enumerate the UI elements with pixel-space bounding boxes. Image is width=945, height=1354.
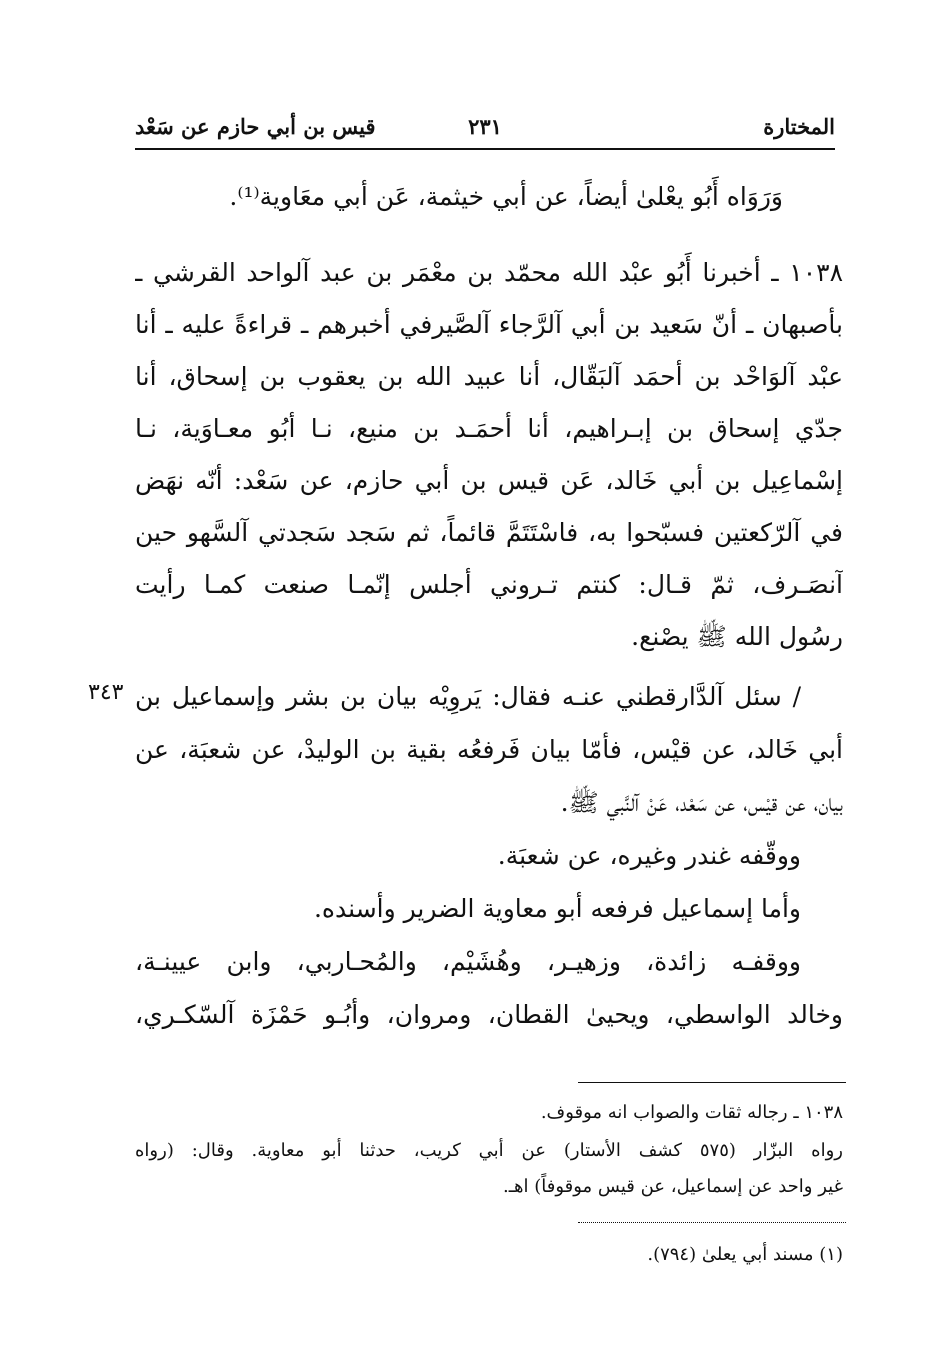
text-line: عبْد آلوَاحْد بن أحمَد آلبَقّال، أنا عبيد الله بن يعقوب بن إسحاق، أنا [135, 362, 843, 391]
text-line: بأصبهان ـ أنّ سَعيد بن أبي آلرَّجاء آلصَّيرفي أخبرهم ـ قراءةً عليه ـ أنا [135, 310, 843, 339]
text-line: بيان، عن قيْس، عن سَعْد، عَنْ آلنَّبي ﷺ. [560, 788, 843, 817]
text-line: ووقفـه زائدة، وزهيـر، وهُشَيْم، والمُحـاربي، وابن عيينـة، [135, 947, 801, 976]
footnote-line: (١) مسند أبي يعلىٰ (٧٩٤). [647, 1244, 843, 1265]
text-line: إسْماعِيل بن أبي خَالد، عَن قيس بن أبي حازم، عن سَعْد: أنّه نهَض [135, 466, 843, 495]
text-line: / سئل آلدَّارقطني عنـه فقال: يَروِيْه بيان بن بشر وإسماعيل بن [135, 682, 801, 711]
footnote-separator [578, 1222, 846, 1223]
footnote-line: غير واحد عن إسماعيل، عن قيس موقوفاً) اهـ. [503, 1176, 843, 1197]
text-line: رسُول الله ﷺ يصْنع. [631, 622, 843, 651]
footnote-rule [578, 1082, 846, 1083]
text-line: وَرَوَاه أَبُو يعْلىٰ أيضاً، عن أبي خيثمة، عَن أبي معَاوية⁽¹⁾. [229, 182, 783, 211]
text-line: جدّي إسحاق بن إبـراهيم، أنا أحمَـد بن منيع، نـا أبُو معـاوَية، نـا [135, 414, 843, 443]
text-line: أبي خَالد، عن قيْس، فأمّا بيان فَرفعُه بقية بن الوليدْ، عن شعبَة، عن [135, 735, 843, 764]
text-line: وخالد الواسطي، ويحيىٰ القطان، ومروان، وأبُـو حَمْزَة آلسّكـري، [135, 1000, 843, 1029]
chapter-title: قيس بن أبي حازم عن سَعْد [135, 114, 376, 139]
footnote-line: رواه البزّار (٥٧٥ كشف الأستار) عن أبي كريب، حدثنا أبو معاوية. وقال: (رواه [135, 1140, 843, 1161]
text-line: آنصَـرف، ثمّ قـال: كنتم تـروني أجلس إنّمـا صنعت كمـا رأيت [135, 570, 843, 599]
page-number: ٢٣١ [468, 114, 502, 139]
text-line: في آلرّكعتين فسبّحوا به، فاسْتَتَمَّ قائماً، ثم سَجد سَجدتي آلسَّهو حين [135, 518, 843, 547]
book-title: المختارة [763, 114, 835, 139]
text-line: ووقّفه غندر وغيره، عن شعبَة. [497, 841, 801, 870]
text-line: وأما إسماعيل فرفعه أبو معاوية الضرير وأسنده. [313, 894, 801, 923]
footnote-line: ١٠٣٨ ـ رجاله ثقات والصواب انه موقوف. [540, 1102, 843, 1123]
running-head [135, 108, 835, 150]
hadith-number-line: ١٠٣٨ ـ أخبرنا أَبُو عبْد الله محمّد بن معْمَر بن عبد آلواحد القرشي ـ [135, 258, 843, 287]
margin-page-number: ٣٤٣ [88, 680, 124, 705]
